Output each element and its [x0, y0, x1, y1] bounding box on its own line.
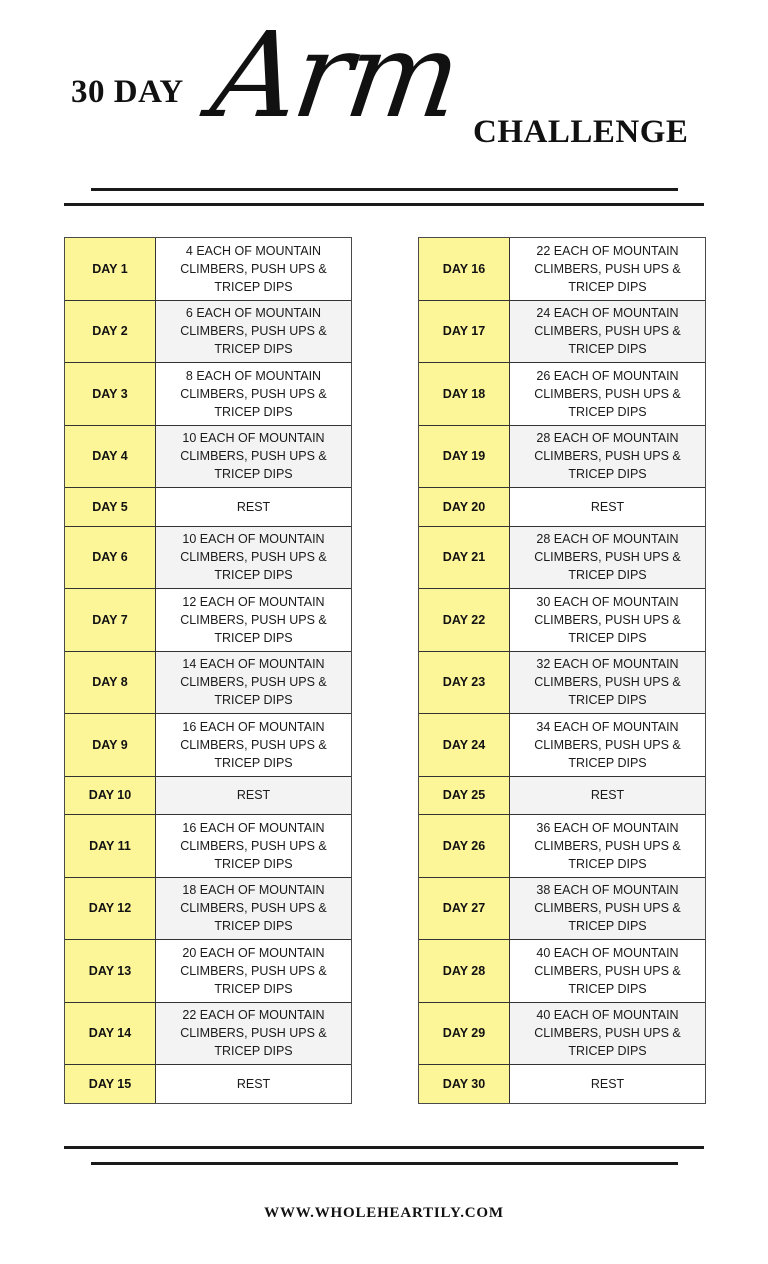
day-label: DAY 11 [65, 815, 156, 877]
table-row [65, 776, 351, 815]
exercise-description: 18 EACH OF MOUNTAIN CLIMBERS, PUSH UPS & TRICEP DIPS [156, 878, 351, 940]
exercise-description: 26 EACH OF MOUNTAIN CLIMBERS, PUSH UPS & TRICEP DIPS [510, 363, 705, 425]
table-row [65, 300, 351, 363]
exercise-description: 6 EACH OF MOUNTAIN CLIMBERS, PUSH UPS & TRICEP DIPS [156, 301, 351, 363]
day-label: DAY 28 [419, 940, 510, 1002]
day-label: DAY 8 [65, 652, 156, 714]
day-label: DAY 27 [419, 878, 510, 940]
table-row [65, 651, 351, 714]
rest-label: REST [510, 777, 705, 815]
day-label: DAY 25 [419, 777, 510, 815]
title-challenge: CHALLENGE [473, 114, 689, 150]
exercise-description: 28 EACH OF MOUNTAIN CLIMBERS, PUSH UPS & TRICEP DIPS [510, 426, 705, 488]
schedule-table-days-16-30 [418, 237, 706, 1104]
day-label: DAY 1 [65, 238, 156, 300]
table-row [419, 877, 705, 940]
day-label: DAY 10 [65, 777, 156, 815]
day-label: DAY 14 [65, 1003, 156, 1065]
table-row [65, 487, 351, 526]
day-label: DAY 23 [419, 652, 510, 714]
day-label: DAY 29 [419, 1003, 510, 1065]
table-row [65, 939, 351, 1002]
day-label: DAY 15 [65, 1065, 156, 1103]
day-label: DAY 12 [65, 878, 156, 940]
table-row [65, 814, 351, 877]
exercise-description: 36 EACH OF MOUNTAIN CLIMBERS, PUSH UPS & TRICEP DIPS [510, 815, 705, 877]
table-row [419, 362, 705, 425]
schedule-table-days-1-15 [64, 237, 352, 1104]
rest-label: REST [510, 488, 705, 526]
exercise-description: 22 EACH OF MOUNTAIN CLIMBERS, PUSH UPS & TRICEP DIPS [156, 1003, 351, 1065]
exercise-description: 32 EACH OF MOUNTAIN CLIMBERS, PUSH UPS & TRICEP DIPS [510, 652, 705, 714]
table-row [419, 238, 705, 300]
website-link[interactable]: WWW.WHOLEHEARTILY.COM [264, 1205, 504, 1221]
day-label: DAY 6 [65, 527, 156, 589]
table-row [65, 425, 351, 488]
table-row [419, 526, 705, 589]
exercise-description: 34 EACH OF MOUNTAIN CLIMBERS, PUSH UPS & TRICEP DIPS [510, 714, 705, 776]
day-label: DAY 4 [65, 426, 156, 488]
exercise-description: 10 EACH OF MOUNTAIN CLIMBERS, PUSH UPS & TRICEP DIPS [156, 527, 351, 589]
day-label: DAY 3 [65, 363, 156, 425]
day-label: DAY 24 [419, 714, 510, 776]
rest-label: REST [156, 488, 351, 526]
table-row [65, 1002, 351, 1065]
exercise-description: 10 EACH OF MOUNTAIN CLIMBERS, PUSH UPS & TRICEP DIPS [156, 426, 351, 488]
footer-divider-short [91, 1162, 678, 1165]
table-row [65, 362, 351, 425]
table-row [419, 651, 705, 714]
footer-divider-long [64, 1146, 704, 1149]
day-label: DAY 7 [65, 589, 156, 651]
day-label: DAY 13 [65, 940, 156, 1002]
table-row [419, 1002, 705, 1065]
header-divider-short [91, 188, 678, 191]
day-label: DAY 9 [65, 714, 156, 776]
exercise-description: 4 EACH OF MOUNTAIN CLIMBERS, PUSH UPS & TRICEP DIPS [156, 238, 351, 300]
day-label: DAY 17 [419, 301, 510, 363]
table-row [419, 300, 705, 363]
day-label: DAY 21 [419, 527, 510, 589]
rest-label: REST [510, 1065, 705, 1103]
exercise-description: 38 EACH OF MOUNTAIN CLIMBERS, PUSH UPS & TRICEP DIPS [510, 878, 705, 940]
table-row [419, 1064, 705, 1103]
table-row [419, 939, 705, 1002]
exercise-description: 16 EACH OF MOUNTAIN CLIMBERS, PUSH UPS & TRICEP DIPS [156, 815, 351, 877]
exercise-description: 40 EACH OF MOUNTAIN CLIMBERS, PUSH UPS & TRICEP DIPS [510, 940, 705, 1002]
exercise-description: 20 EACH OF MOUNTAIN CLIMBERS, PUSH UPS & TRICEP DIPS [156, 940, 351, 1002]
table-row [419, 425, 705, 488]
day-label: DAY 18 [419, 363, 510, 425]
table-row [419, 776, 705, 815]
title-arm-script: Arm [204, 6, 466, 144]
exercise-description: 40 EACH OF MOUNTAIN CLIMBERS, PUSH UPS & TRICEP DIPS [510, 1003, 705, 1065]
day-label: DAY 5 [65, 488, 156, 526]
rest-label: REST [156, 777, 351, 815]
table-row [419, 487, 705, 526]
table-row [65, 713, 351, 776]
day-label: DAY 16 [419, 238, 510, 300]
exercise-description: 16 EACH OF MOUNTAIN CLIMBERS, PUSH UPS & TRICEP DIPS [156, 714, 351, 776]
day-label: DAY 26 [419, 815, 510, 877]
exercise-description: 8 EACH OF MOUNTAIN CLIMBERS, PUSH UPS & TRICEP DIPS [156, 363, 351, 425]
day-label: DAY 20 [419, 488, 510, 526]
day-label: DAY 19 [419, 426, 510, 488]
header-divider-long [64, 203, 704, 206]
table-row [65, 588, 351, 651]
table-row [65, 526, 351, 589]
table-row [419, 814, 705, 877]
table-row [419, 713, 705, 776]
exercise-description: 30 EACH OF MOUNTAIN CLIMBERS, PUSH UPS & TRICEP DIPS [510, 589, 705, 651]
exercise-description: 14 EACH OF MOUNTAIN CLIMBERS, PUSH UPS & TRICEP DIPS [156, 652, 351, 714]
table-row [65, 238, 351, 300]
day-label: DAY 2 [65, 301, 156, 363]
exercise-description: 12 EACH OF MOUNTAIN CLIMBERS, PUSH UPS & TRICEP DIPS [156, 589, 351, 651]
day-label: DAY 22 [419, 589, 510, 651]
table-row [65, 877, 351, 940]
rest-label: REST [156, 1065, 351, 1103]
exercise-description: 28 EACH OF MOUNTAIN CLIMBERS, PUSH UPS & TRICEP DIPS [510, 527, 705, 589]
day-label: DAY 30 [419, 1065, 510, 1103]
table-row [419, 588, 705, 651]
exercise-description: 22 EACH OF MOUNTAIN CLIMBERS, PUSH UPS & TRICEP DIPS [510, 238, 705, 300]
exercise-description: 24 EACH OF MOUNTAIN CLIMBERS, PUSH UPS & TRICEP DIPS [510, 301, 705, 363]
title-30-day: 30 DAY [71, 74, 184, 110]
table-row [65, 1064, 351, 1103]
